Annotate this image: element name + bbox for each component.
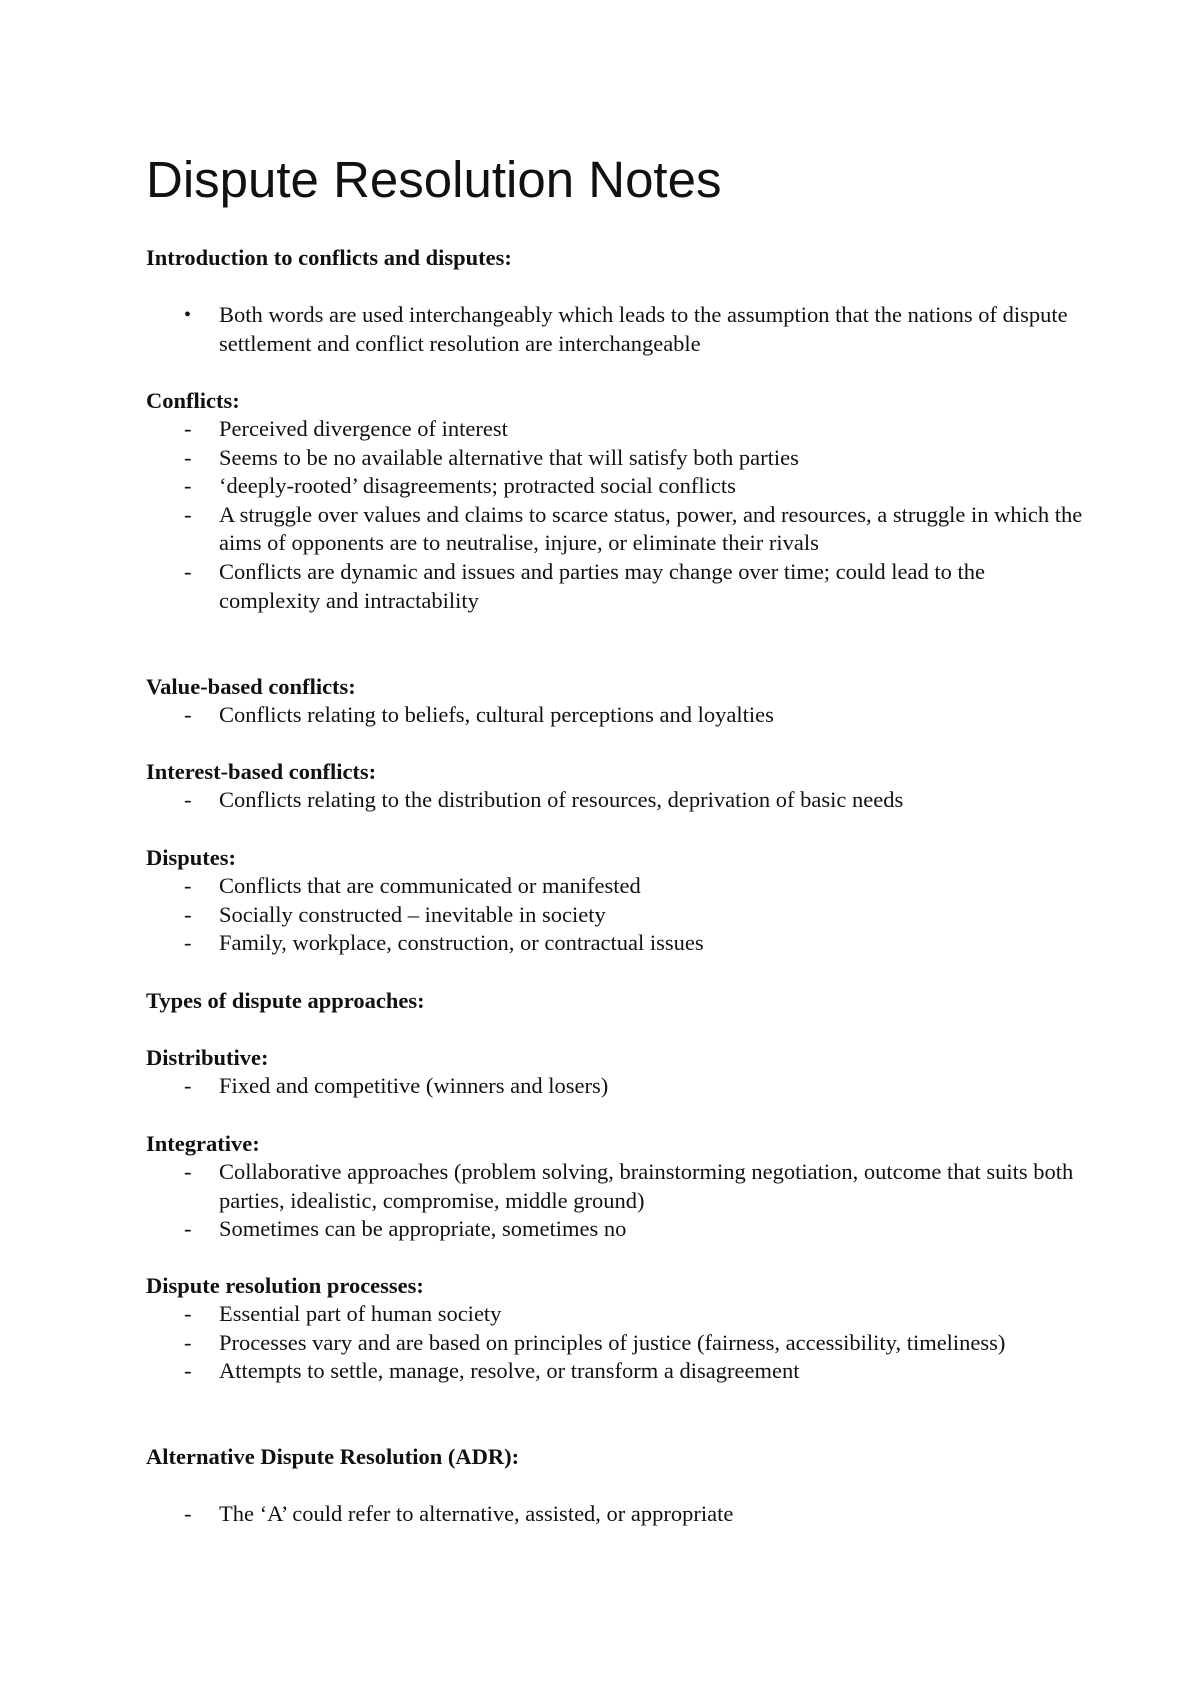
dash-marker: - xyxy=(184,702,192,727)
list-item: - Seems to be no available alternative that will satisfy both parties xyxy=(146,444,1086,473)
dash-marker: - xyxy=(184,1358,192,1384)
dash-marker: - xyxy=(184,1159,192,1184)
list-item: - Attempts to settle, manage, resolve, or transform a disagreement xyxy=(146,1357,1086,1386)
list-item: • Both words are used interchangeably which leads to the assumption that the nations of dispute settlement and conflict resolution are interchangeable xyxy=(184,302,1068,356)
bullet-marker: • xyxy=(184,304,192,326)
adr-list xyxy=(146,1500,1086,1529)
dash-marker: - xyxy=(184,873,192,898)
disputes-list xyxy=(146,872,1086,958)
list-item: - Conflicts relating to beliefs, cultural perceptions and loyalties xyxy=(146,701,1086,730)
section-heading-distributive: Distributive: xyxy=(146,1045,269,1070)
integrative-list xyxy=(146,1158,1086,1244)
dash-marker: - xyxy=(184,558,192,584)
section-heading-integrative: Integrative: xyxy=(146,1131,260,1156)
dash-marker: - xyxy=(184,1501,192,1526)
conflicts-list xyxy=(146,415,1086,615)
value-based-list xyxy=(146,701,1086,730)
section-heading-value-based: Value-based conflicts: xyxy=(146,674,356,699)
list-item: - Socially constructed – inevitable in society xyxy=(146,901,1086,930)
dash-marker: - xyxy=(184,444,192,470)
dash-marker: - xyxy=(184,787,192,812)
dash-marker: - xyxy=(184,501,192,527)
dash-marker: - xyxy=(184,1073,192,1098)
section-heading-introduction: Introduction to conflicts and disputes: xyxy=(146,245,512,270)
dash-marker: - xyxy=(184,930,192,956)
list-item: - Fixed and competitive (winners and losers) xyxy=(146,1072,1086,1101)
list-item: - Family, workplace, construction, or contractual issues xyxy=(146,929,1086,958)
dash-marker: - xyxy=(184,416,192,441)
list-item: - ‘deeply-rooted’ disagreements; protracted social conflicts xyxy=(146,472,1086,501)
distributive-list xyxy=(146,1072,1086,1101)
section-heading-adr: Alternative Dispute Resolution (ADR): xyxy=(146,1444,520,1469)
list-item: - Collaborative approaches (problem solving, brainstorming negotiation, outcome that suits both parties, idealistic, compromise, middle ground) xyxy=(184,1159,1074,1213)
list-item: - Perceived divergence of interest xyxy=(146,415,1086,444)
section-heading-disputes: Disputes: xyxy=(146,845,237,870)
dash-marker: - xyxy=(184,473,192,499)
list-item: - Conflicts are dynamic and issues and parties may change over time; could lead to the complexity and intractability xyxy=(184,558,986,613)
list-item: - The ‘A’ could refer to alternative, assisted, or appropriate xyxy=(146,1500,1086,1529)
section-heading-types: Types of dispute approaches: xyxy=(146,988,425,1013)
introduction-list xyxy=(146,301,1086,358)
interest-based-list xyxy=(146,786,1086,815)
section-heading-interest-based: Interest-based conflicts: xyxy=(146,759,377,784)
list-item: - Processes vary and are based on principles of justice (fairness, accessibility, timeliness) xyxy=(146,1329,1086,1358)
dash-marker: - xyxy=(184,901,192,927)
document-title: Dispute Resolution Notes xyxy=(146,151,722,208)
section-heading-conflicts: Conflicts: xyxy=(146,388,240,413)
dash-marker: - xyxy=(184,1329,192,1355)
list-item: - A struggle over values and claims to scarce status, power, and resources, a struggle in which the aims of opponents are to neutralise, injure, or eliminate their rivals xyxy=(184,501,1083,556)
processes-list xyxy=(146,1300,1086,1386)
list-item: - Conflicts that are communicated or manifested xyxy=(146,872,1086,901)
list-item: - Essential part of human society xyxy=(146,1300,1086,1329)
dash-marker: - xyxy=(184,1216,192,1242)
list-item: - Conflicts relating to the distribution of resources, deprivation of basic needs xyxy=(146,786,1086,815)
section-heading-processes: Dispute resolution processes: xyxy=(146,1273,424,1298)
list-item: - Sometimes can be appropriate, sometimes no xyxy=(146,1215,1086,1244)
dash-marker: - xyxy=(184,1301,192,1326)
